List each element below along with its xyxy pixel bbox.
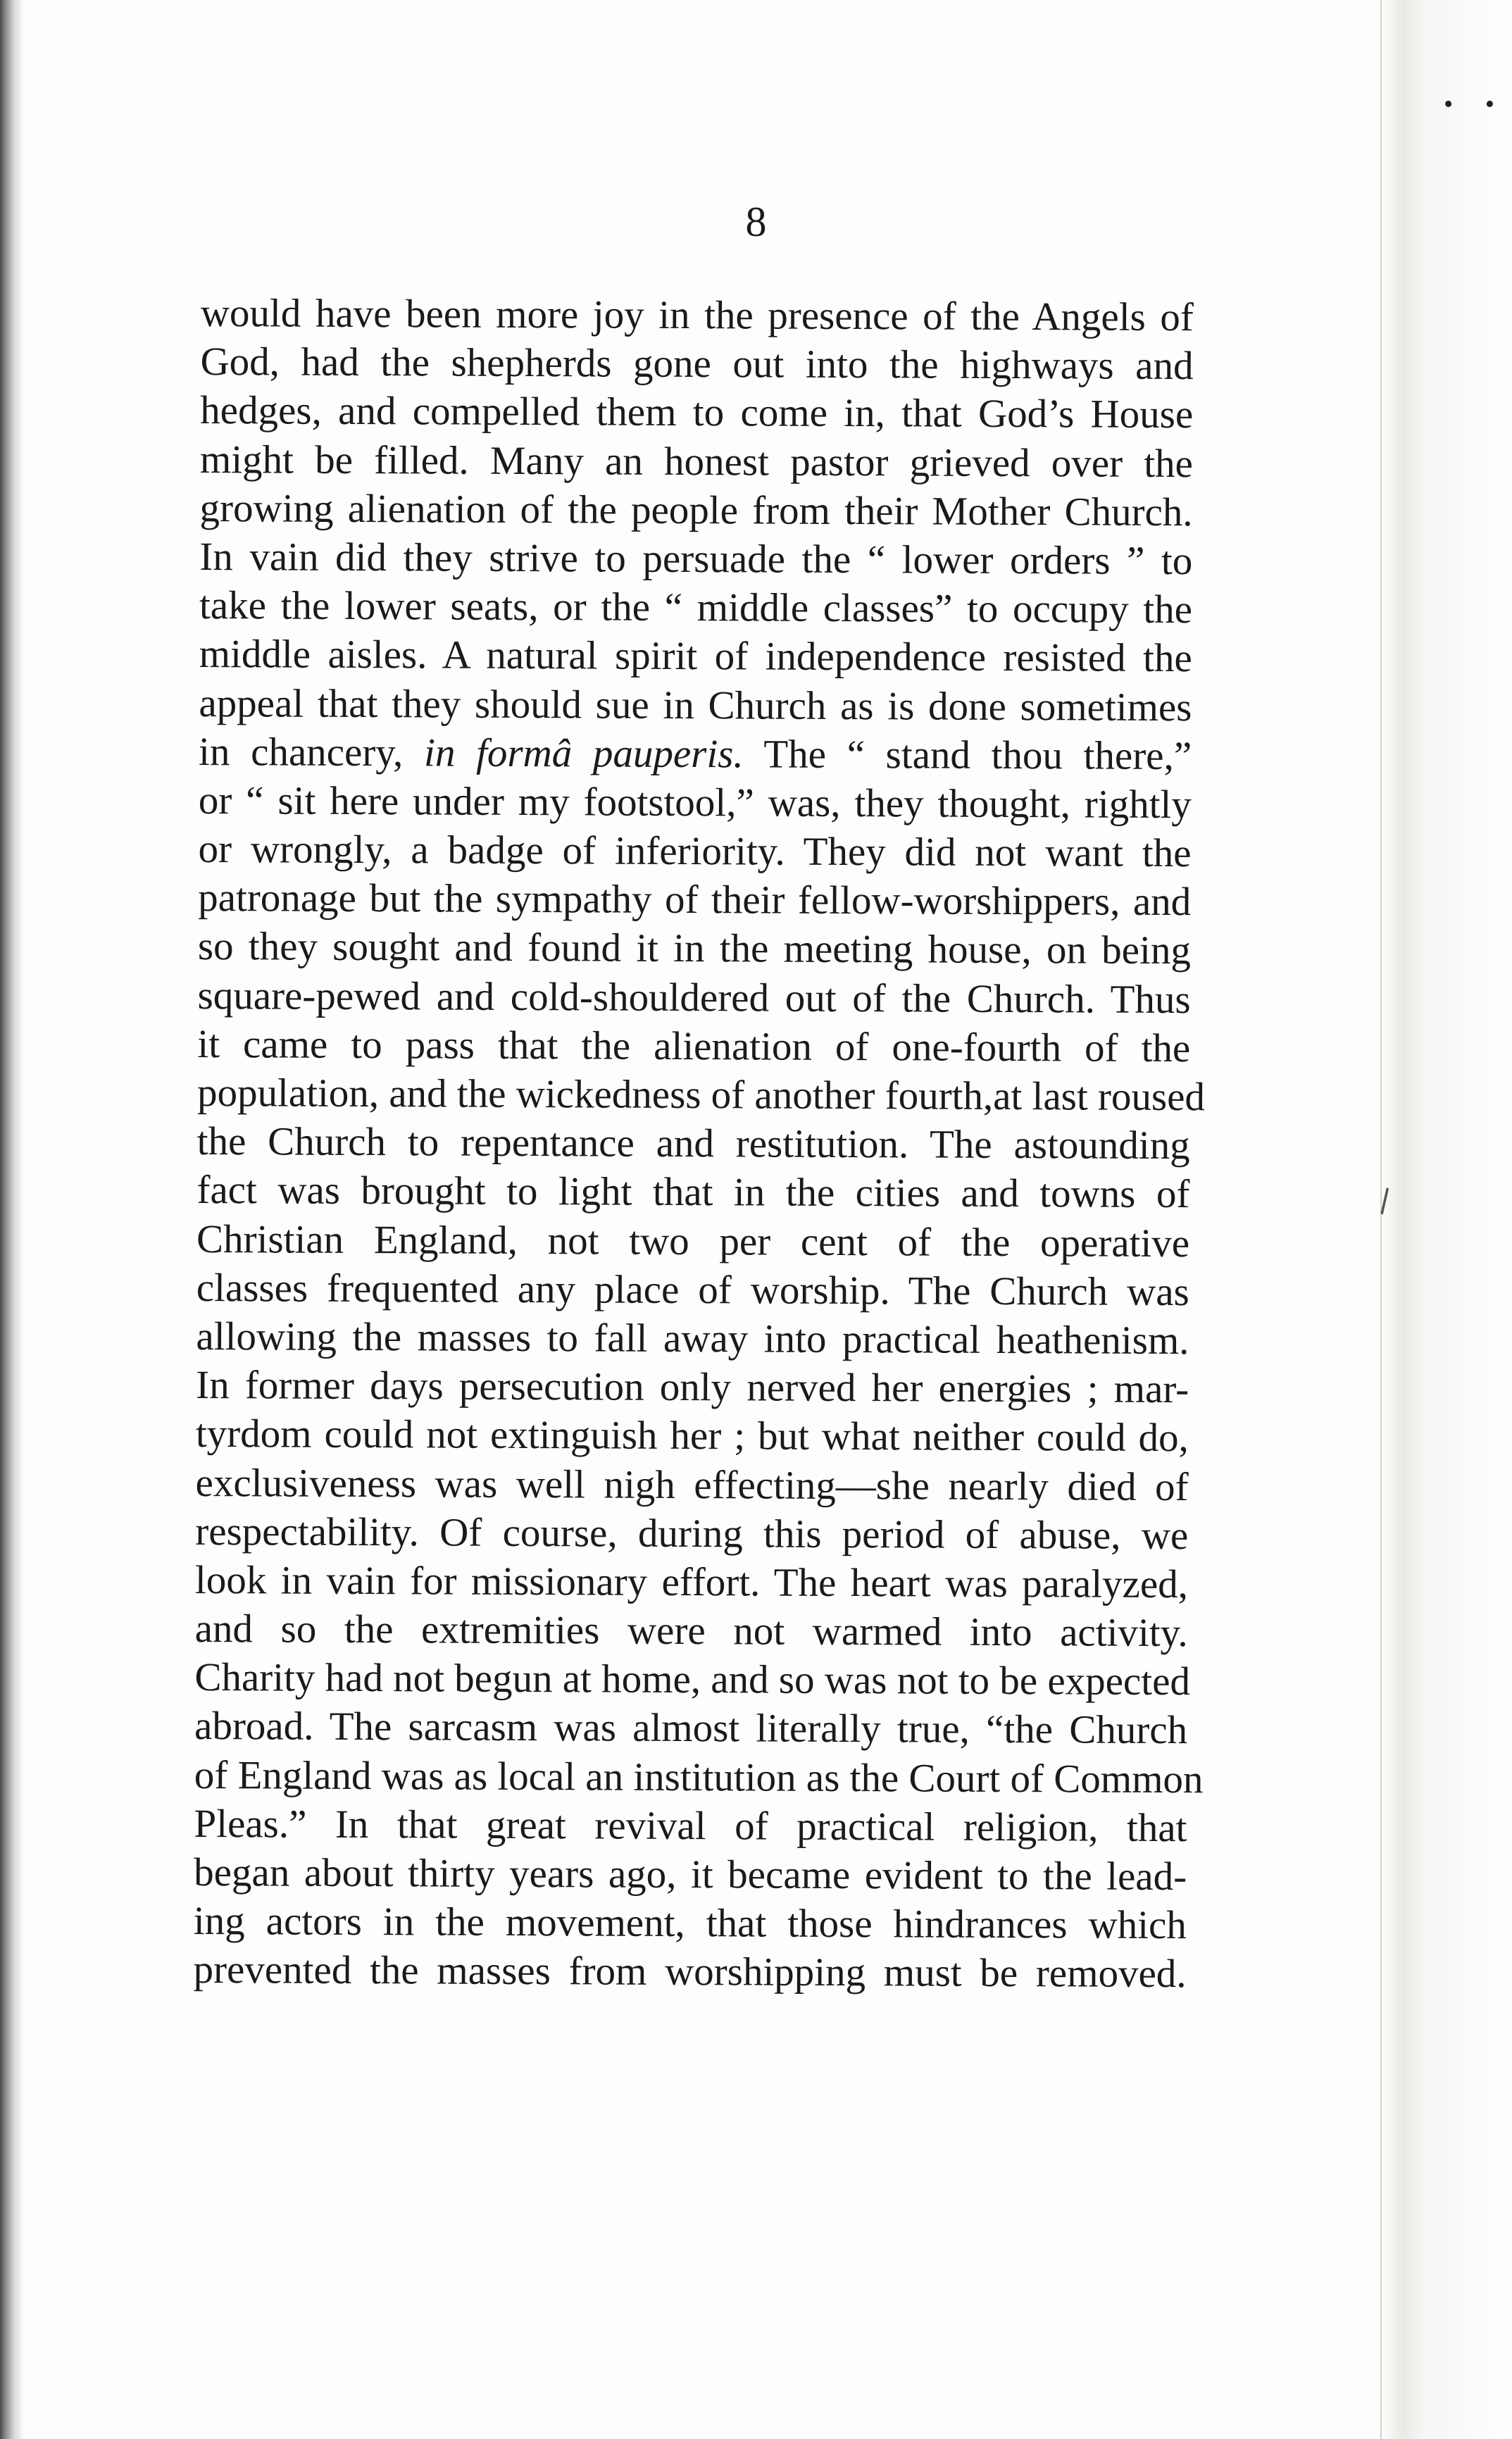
text-run: in chancery, [198,729,425,775]
text-line: Charity had not begun at home, and so was not to be expected [194,1655,1191,1704]
adjacent-page-edge [1380,0,1512,2439]
text-line: In former days persecution only nerved her energies ; mar- [196,1363,1189,1412]
text-line: tyrdom could not extinguish her ; but what neither could do, [195,1411,1189,1461]
text-line: classes frequented any place of worship. The Church was [196,1265,1189,1314]
text-line: abroad. The sarcasm was almost literally true, “the Church [194,1704,1188,1753]
text-line: or wrongly, a badge of inferiority. They did not want the [198,827,1192,876]
text-line: growing alienation of the people from their Mother Church. [199,485,1193,535]
text-line: middle aisles. A natural spirit of independence resisted the [199,632,1192,681]
text-line: the Church to repentance and restitution. The astounding [196,1119,1190,1168]
text-line: God, had the shepherds gone out into the highways and [200,339,1194,389]
text-line: In vain did they strive to persuade the “ lower orders ” to [199,534,1193,584]
text-line: population, and the wickedness of another fourth,at last roused [196,1070,1206,1120]
text-line: would have been more joy in the presence of the Angels of [200,290,1194,340]
page-binding-shadow [0,0,24,2439]
text-line: look in vain for missionary effort. The heart was paralyzed, [194,1557,1189,1607]
text-line: Christian England, not two per cent of the operative [196,1216,1190,1266]
text-line: respectability. Of course, during this period of abuse, we [195,1509,1189,1558]
text-line: prevented the masses from worshipping must be removed. [193,1947,1187,1997]
page-number: 8 [745,199,767,245]
text-line: exclusiveness was well nigh effecting—she nearly died of [195,1460,1189,1509]
text-line: appeal that they should sue in Church as is done sometimes [199,680,1192,730]
text-line: allowing the masses to fall away into practical heathenism. [196,1314,1189,1364]
italic-latin-phrase: in formâ pauperis. [423,730,744,777]
text-line: began about thirty years ago, it became evident to the lead- [194,1849,1187,1900]
text-line: hedges, and compelled them to come in, that God’s House [200,388,1194,437]
text-line: or “ sit here under my footstool,” was, they thought, rightly [198,778,1192,828]
text-line: and so the extremities were not warmed into activity. [194,1607,1188,1656]
body-text [193,289,1206,1999]
text-line-with-italic [199,728,1192,780]
text-line: ing actors in the movement, that those hindrances which [193,1899,1187,1948]
text-line: Pleas.” In that great revival of practical religion, that [194,1801,1187,1850]
edge-marks: • • [1444,89,1508,119]
text-line: of England was as local an institution as the Court of Common [194,1752,1204,1802]
text-line: patronage but the sympathy of their fellow-worshippers, and [198,875,1192,925]
text-line: take the lower seats, or the “ middle classes” to occupy the [199,583,1193,632]
text-line: it came to pass that the alienation of one-fourth of the [197,1021,1191,1071]
text-line: fact was brought to light that in the cities and towns of [196,1168,1190,1217]
text-line: might be filled. Many an honest pastor grieved over the [199,437,1194,486]
edge-tick-mark: ∖ [1366,1181,1401,1221]
text-run: The “ stand thou there,” [743,732,1192,778]
text-line: so they sought and found it in the meeting house, on being [197,924,1192,973]
text-line: square-pewed and cold-shouldered out of the Church. Thus [197,973,1191,1022]
